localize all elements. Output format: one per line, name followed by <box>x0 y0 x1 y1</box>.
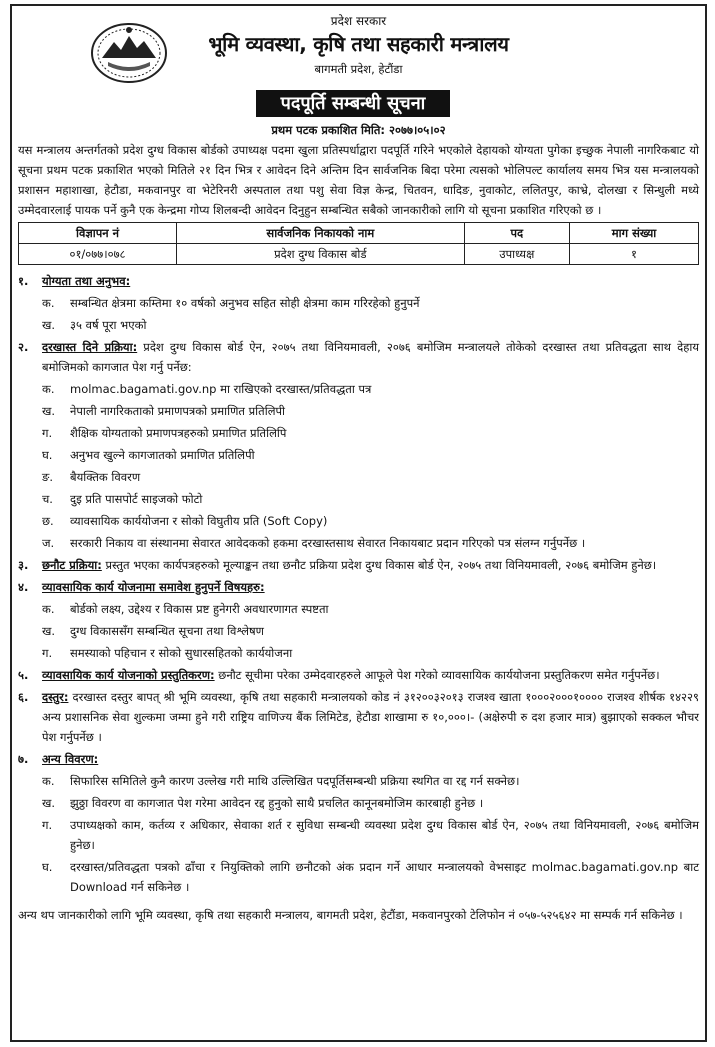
section <box>18 555 699 575</box>
section-number: २. <box>18 340 29 354</box>
list-item <box>42 857 699 897</box>
item-text: बोर्डको लक्ष्य, उद्देश्य र विकास प्रष्ट हुनेगरी अवधारणागत स्पष्टता <box>70 602 329 616</box>
table-cell: ०१/०७७।०७८ <box>19 244 177 265</box>
section-heading: व्यावसायिक कार्य योजनामा समावेश हुनुपर्ने विषयहरु: <box>42 580 265 594</box>
item-label: ग. <box>42 818 53 832</box>
section-text: दरखास्त दस्तुर बापत् श्री भूमि व्यवस्था, कृषि तथा सहकारी मन्त्रालयको कोड नं ३१२००३२०१३ राजश्व खाता १०००२०००१०००० राजश्व शीर्षक १४२२९ अन्य प्रशासनिक सेवा शुल्कमा जम्मा हुने गरी राष्ट्रिय वाणिज्य बैंक लिमिटेड, हेटौडा शाखामा रु १०,०००।- (अक्षेरुपी रु दश हजार मात्र) बुझाएको सक्कल भौचर पेश गर्नुपर्नेछ । <box>42 690 699 744</box>
section-body <box>42 749 699 769</box>
column-header: विज्ञापन नं <box>19 223 177 244</box>
item-label: छ. <box>42 514 54 528</box>
section-heading: व्यावसायिक कार्य योजनाको प्रस्तुतिकरण: <box>42 668 215 682</box>
list-item <box>42 445 699 465</box>
item-label: ज. <box>42 536 55 550</box>
list-item <box>42 315 699 335</box>
notice-sections <box>18 271 699 897</box>
section-number: ३. <box>18 558 29 572</box>
item-text: दरखास्त/प्रतिवद्धता पत्रको ढाँचा र नियुक्तिको लागि छनौटको अंक प्रदान गर्ने आधार मन्त्रालयको वेभसाइट molmac.bagamati.gov.np बाट Download गर्न सकिनेछ । <box>70 860 699 894</box>
section-heading: दस्तुर: <box>42 690 69 704</box>
section-body <box>42 337 699 377</box>
government-label: प्रदेश सरकार <box>330 14 387 28</box>
section <box>18 665 699 685</box>
item-text: molmac.bagamati.gov.np मा राखिएको दरखास्त/प्रतिवद्धता पत्र <box>70 382 372 396</box>
item-text: उपाध्यक्षको काम, कर्तव्य र अधिकार, सेवाका शर्त र सुविधा सम्बन्धी व्यवस्था प्रदेश दुग्ध विकास बोर्ड ऐन, २०७५ तथा विनियमावली, २०७६ बमोजिम हुनेछ। <box>70 818 699 852</box>
section <box>18 687 699 747</box>
list-item <box>42 379 699 399</box>
list-item <box>42 643 699 663</box>
table-header-row <box>19 223 699 244</box>
list-item <box>42 793 699 813</box>
column-header: माग संख्या <box>569 223 698 244</box>
item-text: दुग्ध विकाससँग सम्बन्धित सूचना तथा विश्लेषण <box>70 624 264 638</box>
item-text: शैक्षिक योग्यताको प्रमाणपत्रहरुको प्रमाणित प्रतिलिपि <box>70 426 287 440</box>
footer-contact: अन्य थप जानकारीको लागि भूमि व्यवस्था, कृषि तथा सहकारी मन्त्रालय, बागमती प्रदेश, हेटौंडा, मकवानपुरको टेलिफोन नं ०५७-५२५६४२ मा सम्पर्क गर्न सकिनेछ । <box>18 908 683 922</box>
ministry-name: भूमि व्यवस्था, कृषि तथा सहकारी मन्त्रालय <box>208 32 509 56</box>
item-label: ङ. <box>42 470 53 484</box>
section-heading: अन्य विवरण: <box>42 752 99 766</box>
section-body <box>42 687 699 747</box>
item-label: क. <box>42 382 55 396</box>
ministry-location: बागमती प्रदेश, हेटौंडा <box>314 62 403 76</box>
section-number: ५. <box>18 668 29 682</box>
item-text: बैयक्तिक विवरण <box>70 470 141 484</box>
list-item <box>42 533 699 553</box>
section-heading: दरखास्त दिने प्रक्रिया: <box>42 340 138 354</box>
section-text: छनौट सूचीमा परेका उम्मेदवारहरुले आफूले पेश गरेको व्यावसायिक कार्ययोजना प्रस्तुतिकरण समेत गर्नुपर्नेछ। <box>214 668 660 682</box>
section <box>18 337 699 377</box>
item-label: क. <box>42 296 55 310</box>
section <box>18 577 699 597</box>
table-cell: १ <box>569 244 698 265</box>
publication-date: प्रथम पटक प्रकाशित मिति: २०७७।०५।०२ <box>271 123 446 137</box>
item-text: सम्बन्धित क्षेत्रमा कम्तिमा १० वर्षको अनुभव सहित सोही क्षेत्रमा काम गरिरहेको हुनुपर्ने <box>70 296 420 310</box>
section-heading: छनौट प्रक्रिया: <box>42 558 102 572</box>
list-item <box>42 293 699 313</box>
table-row <box>19 244 699 265</box>
section-body <box>42 665 699 685</box>
section-number: ६. <box>18 690 29 704</box>
list-item <box>42 401 699 421</box>
item-text: व्यावसायिक कार्ययोजना र सोको विघुतीय प्रति (Soft Copy) <box>70 514 328 528</box>
item-text: अनुभव खुल्ने कागजातको प्रमाणित प्रतिलिपी <box>70 448 255 462</box>
list-item <box>42 621 699 641</box>
item-label: ख. <box>42 624 56 638</box>
intro-paragraph: यस मन्त्रालय अन्तर्गतको प्रदेश दुग्ध विकास बोर्डको उपाध्यक्ष पदमा खुला प्रतिस्पर्धाद्वारा पदपूर्ति गरिने भएकोले देहायको योग्यता पुगेका इच्छुक नेपाली नागरिकबाट यो सूचना प्रथम पटक प्रकाशित भएको मितिले २१ दिन भित्र र आवेदन दिने अन्तिम दिन सार्वजनिक बिदा परेमा त्यसको भोलिपल्ट कार्यालय समय भित्र यस मन्त्रालयको प्रशासन महाशाखा, हेटौडा, मकवानपुर वा भेटेरिनरी अस्पताल तथा पशु सेवा विज्ञ केन्द्र, चितवन, धादिङ, नुवाकोट, ललितपुर, काभ्रे, दोलखा र सिन्धुली मध्ये उम्मेदवारलाई पायक पर्ने कुनै एक केन्द्रमा गोप्य शिलबन्दी आवेदन दिनुहुन सम्बन्धित सबैको जानकारीको लागि यो सूचना प्रकाशित गरिएको छ । <box>18 143 699 217</box>
notice-title: पदपूर्ति सम्बन्धी सूचना <box>256 90 450 117</box>
section-body <box>42 271 699 291</box>
section-body <box>42 577 699 597</box>
item-label: ग. <box>42 426 53 440</box>
item-text: सरकारी निकाय वा संस्थानमा सेवारत आवेदकको हकमा दरखास्तसाथ सेवारत निकायबाट प्रदान गरिएको पत्र संलग्न गर्नुपर्नेछ । <box>70 536 586 550</box>
item-text: ३५ वर्ष पूरा भएको <box>70 318 147 332</box>
section-body <box>42 555 699 575</box>
item-text: सिफारिस समितिले कुनै कारण उल्लेख गरी माथि उल्लिखित पदपूर्तिसम्बन्धी प्रक्रिया स्थगित वा रद्द गर्न सक्नेछ। <box>70 774 520 788</box>
table-cell: प्रदेश दुग्ध विकास बोर्ड <box>177 244 465 265</box>
list-item <box>42 771 699 791</box>
list-item <box>42 489 699 509</box>
notice-page <box>10 4 707 1042</box>
list-item <box>42 423 699 443</box>
item-text: नेपाली नागरिकताको प्रमाणपत्रको प्रमाणित प्रतिलिपी <box>70 404 285 418</box>
list-item <box>42 511 699 531</box>
notice-header <box>12 6 705 137</box>
section-heading: योग्यता तथा अनुभव: <box>42 274 131 288</box>
item-label: घ. <box>42 860 53 874</box>
item-text: समस्याको पहिचान र सोको सुधारसहितको कार्ययोजना <box>70 646 293 660</box>
item-label: ग. <box>42 646 53 660</box>
section-number: १. <box>18 274 29 288</box>
list-item <box>42 599 699 619</box>
item-label: च. <box>42 492 53 506</box>
column-header: पद <box>464 223 569 244</box>
item-text: दुइ प्रति पासपोर्ट साइजको फोटो <box>70 492 203 506</box>
table-cell: उपाध्यक्ष <box>464 244 569 265</box>
item-label: क. <box>42 602 55 616</box>
item-label: क. <box>42 774 55 788</box>
section <box>18 749 699 769</box>
section-text: प्रस्तुत भएका कार्यपत्रहरुको मूल्याङ्कन तथा छनौट प्रक्रिया प्रदेश दुग्ध विकास बोर्ड ऐन, २०७५ तथा विनियमावली, २०७६ बमोजिम हुनेछ। <box>101 558 657 572</box>
vacancy-table <box>18 222 699 265</box>
list-item <box>42 815 699 855</box>
notice-content <box>18 140 699 937</box>
section-number: ४. <box>18 580 29 594</box>
section <box>18 271 699 291</box>
column-header: सार्वजनिक निकायको नाम <box>177 223 465 244</box>
item-label: घ. <box>42 448 53 462</box>
item-label: ख. <box>42 796 56 810</box>
section-number: ७. <box>18 752 29 766</box>
item-label: ख. <box>42 404 56 418</box>
section-text: प्रदेश दुग्ध विकास बोर्ड ऐन, २०७५ तथा विनियमावली, २०७६ बमोजिम मन्त्रालयले तोकेको दरखास्त तथा प्रतिवद्धता साथ देहाय बमोजिमको कागजात पेश गर्नु पर्नेछ: <box>42 340 699 374</box>
item-text: झुठ्ठा विवरण वा कागजात पेश गरेमा आवेदन रद्द हुनुको साथै प्रचलित कानूनबमोजिम कारबाही हुनेछ । <box>70 796 484 810</box>
item-label: ख. <box>42 318 56 332</box>
list-item <box>42 467 699 487</box>
